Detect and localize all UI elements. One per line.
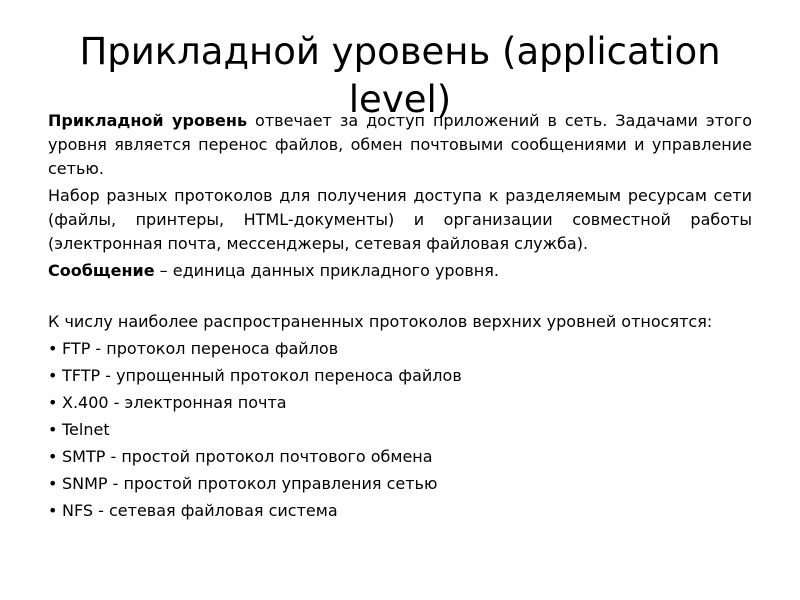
term-message: Сообщение [48,261,155,280]
bullet-icon: • [48,420,58,439]
bullet-icon: • [48,474,58,493]
bullet-icon: • [48,393,58,412]
bullet-icon: • [48,339,58,358]
message-definition-text: – единица данных прикладного уровня. [154,261,499,280]
list-item-text: SNMP - простой протокол управления сетью [62,474,438,493]
bullet-icon: • [48,501,58,520]
bullet-icon: • [48,366,58,385]
list-item [48,472,752,496]
slide-body [48,109,752,526]
list-item-text: FTP - протокол переноса файлов [62,339,339,358]
list-item-text: X.400 - электронная почта [62,393,287,412]
protocol-list [48,337,752,523]
term-application-level: Прикладной уровень [48,111,248,130]
list-item-text: NFS - сетевая файловая система [62,501,338,520]
list-item-text: SMTP - простой протокол почтового обмена [62,447,433,466]
slide-title: Прикладной уровень (application level) [79,30,721,121]
paragraph-protocols-intro: К числу наиболее распространенных протоколов верхних уровней относятся: [48,312,713,331]
paragraph-definition [48,109,752,181]
list-item-text: Telnet [62,420,110,439]
bullet-icon: • [48,447,58,466]
definition-text: отвечает за доступ приложений в сеть. Задачами этого уровня является перенос файлов, обмен почтовыми сообщениями и управление сетью. [48,111,753,178]
list-item [48,364,752,388]
list-item [48,418,752,442]
list-item [48,499,752,523]
paragraph-message [48,259,752,283]
list-item [48,337,752,361]
list-item-text: TFTP - упрощенный протокол переноса файлов [62,366,462,385]
list-item [48,391,752,415]
paragraph-protocol-set: Набор разных протоколов для получения доступа к разделяемым ресурсам сети (файлы, принтеры, HTML-документы) и организации совместной работы (электронная почта, мессенджеры, сетевая файловая служба). [48,186,752,253]
list-item [48,445,752,469]
